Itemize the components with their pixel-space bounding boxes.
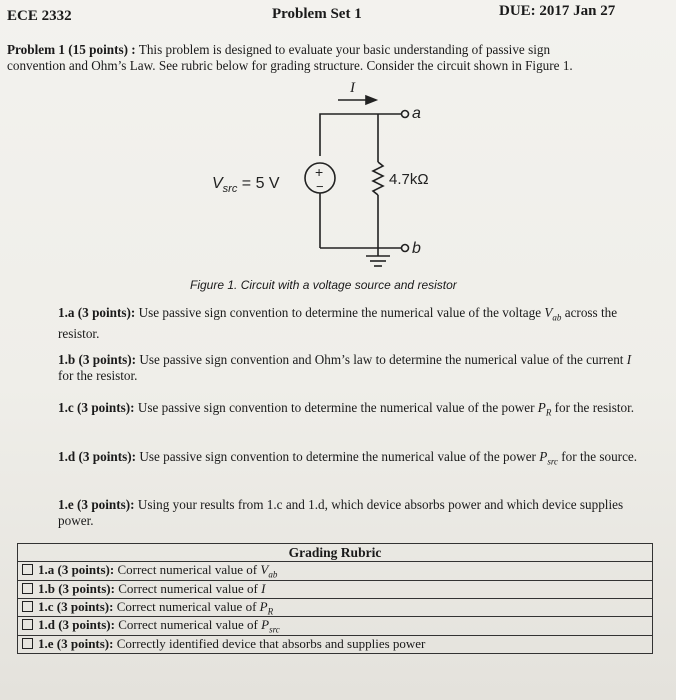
- question-text-end: for the resistor.: [551, 400, 635, 415]
- rubric-item-symbol: P: [261, 617, 270, 633]
- rubric-item-subscript: ab: [268, 569, 278, 580]
- course-code: ECE 2332: [7, 8, 72, 24]
- question-text-end: for the source.: [557, 449, 638, 464]
- checkbox[interactable]: [22, 583, 33, 594]
- node-a-terminal: [402, 111, 409, 118]
- rubric-item-subscript: src: [269, 624, 280, 635]
- rubric-item-symbol: V: [260, 562, 269, 577]
- rubric-item-text: Correct numerical value of: [118, 581, 262, 597]
- question-text: Using your results from 1.c and 1.d, which device absorbs power and which device supplies power.: [58, 497, 624, 528]
- checkbox[interactable]: [22, 638, 33, 649]
- figure-caption: Figure 1. Circuit with a voltage source and resistor: [190, 278, 457, 292]
- question-symbol: V: [544, 305, 553, 320]
- question-text: Use passive sign convention and Ohm’s law to determine the numerical value of the current: [139, 352, 627, 367]
- question-symbol: P: [539, 449, 548, 464]
- rubric-item-label: 1.d (3 points):: [38, 617, 115, 633]
- rubric-row-1d: [18, 617, 653, 636]
- question-label: 1.c (3 points):: [58, 400, 135, 415]
- rubric-row-1b: [18, 580, 653, 598]
- question-label: 1.b (3 points):: [58, 352, 137, 367]
- node-b-label: b: [412, 240, 421, 257]
- source-label: [212, 175, 280, 195]
- minus-sign: −: [316, 179, 324, 194]
- source-subscript: src: [222, 183, 238, 195]
- top-wire: [320, 114, 402, 156]
- question-subscript: ab: [552, 312, 562, 323]
- plus-sign: +: [315, 164, 324, 180]
- circuit-diagram: [190, 78, 450, 278]
- rubric-header-row: [18, 544, 653, 562]
- question-1a: [58, 305, 648, 342]
- question-text-end: for the resistor.: [58, 368, 138, 383]
- question-text: Use passive sign convention to determine the numerical value of the power: [137, 400, 538, 415]
- problem-intro-line2: convention and Ohm’s Law. See rubric below for grading structure. Consider the circuit shown in Figure 1.: [7, 58, 573, 73]
- question-subscript: src: [547, 456, 558, 467]
- rubric-item-symbol: P: [259, 598, 268, 614]
- rubric-item-text: Correct numerical value of: [116, 598, 260, 614]
- rubric-item-text: Correctly identified device that absorbs and supplies power: [116, 636, 426, 652]
- question-text-end: across the resistor.: [58, 305, 618, 341]
- rubric-item-label: 1.b (3 points):: [38, 581, 115, 597]
- question-text: Use passive sign convention to determine the numerical value of the power: [139, 449, 540, 464]
- question-label: 1.a (3 points):: [58, 305, 136, 320]
- node-a-label: a: [412, 105, 421, 122]
- source-value: = 5 V: [237, 175, 280, 192]
- rubric-item-label: 1.c (3 points):: [38, 598, 114, 614]
- rubric-row-1e: [18, 635, 653, 653]
- rubric-item-text: Correct numerical value of: [117, 562, 261, 577]
- grading-rubric-table: [17, 543, 653, 654]
- question-1b: [58, 352, 648, 384]
- rubric-item-label: 1.a (3 points):: [38, 562, 115, 577]
- current-label: I: [350, 80, 355, 96]
- checkbox[interactable]: [22, 619, 33, 630]
- question-1d: [58, 449, 648, 470]
- resistor-symbol: [373, 162, 383, 195]
- question-symbol: I: [626, 352, 632, 367]
- problem-heading: Problem 1 (15 points) :: [7, 42, 136, 57]
- checkbox[interactable]: [22, 564, 33, 575]
- question-label: 1.e (3 points):: [58, 497, 135, 512]
- rubric-row-1a: [18, 562, 653, 581]
- question-1c: [58, 400, 648, 421]
- rubric-item-text: Correct numerical value of: [118, 617, 262, 633]
- rubric-title: Grading Rubric: [18, 544, 653, 562]
- problem-intro-text: This problem is designed to evaluate your basic understanding of passive sign: [138, 42, 551, 57]
- checkbox[interactable]: [22, 601, 33, 612]
- question-symbol: P: [537, 400, 546, 415]
- problem-intro-line1: [7, 42, 550, 58]
- question-subscript: R: [545, 407, 552, 418]
- resistor-label: 4.7kΩ: [389, 171, 429, 188]
- rubric-item-symbol: I: [261, 581, 266, 597]
- rubric-item-subscript: R: [267, 606, 274, 617]
- rubric-row-1c: [18, 598, 653, 617]
- question-text: Use passive sign convention to determine the numerical value of the voltage: [138, 305, 545, 320]
- source-symbol: V: [212, 175, 223, 192]
- due-date: DUE: 2017 Jan 27: [499, 3, 616, 19]
- page-title: Problem Set 1: [272, 6, 362, 22]
- node-b-terminal: [402, 245, 409, 252]
- current-arrow-head: [366, 96, 376, 104]
- rubric-item-label: 1.e (3 points):: [38, 636, 114, 652]
- question-label: 1.d (3 points):: [58, 449, 137, 464]
- question-1e: [58, 497, 648, 529]
